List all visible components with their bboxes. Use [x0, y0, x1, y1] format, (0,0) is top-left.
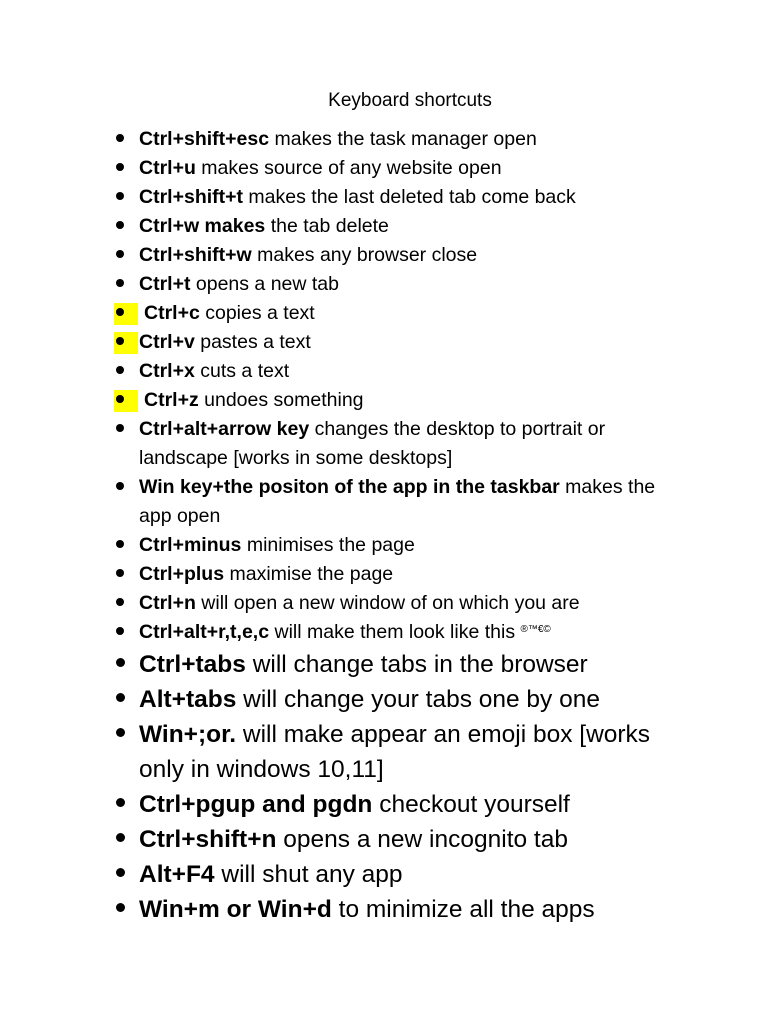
shortcut-desc: makes the app open — [139, 476, 656, 527]
shortcut-desc: will change your tabs one by one — [236, 686, 600, 713]
shortcut-key: Ctrl+w makes — [139, 215, 266, 237]
list-item — [114, 717, 674, 787]
shortcut-key: Ctrl+x — [139, 360, 195, 382]
shortcut-key: Ctrl+minus — [139, 534, 242, 556]
shortcut-desc: maximise the page — [224, 563, 394, 585]
shortcut-desc: cuts a text — [194, 360, 290, 382]
shortcut-list — [114, 125, 674, 927]
shortcut-desc: copies a text — [199, 302, 315, 324]
shortcut-key: Ctrl+n — [139, 592, 196, 614]
bullet-icon — [114, 415, 124, 444]
shortcut-desc: makes the last deleted tab come back — [243, 186, 576, 208]
bullet-icon — [114, 892, 125, 927]
list-item — [114, 531, 674, 560]
shortcut-key: Ctrl+shift+n — [139, 826, 277, 853]
shortcut-key: Ctrl+u — [139, 157, 196, 179]
highlighted-bullet-icon — [114, 303, 138, 325]
bullet-icon — [114, 822, 125, 857]
shortcut-desc: opens a new tab — [190, 273, 339, 295]
list-item — [114, 473, 674, 531]
list-item — [114, 328, 674, 357]
shortcut-key: Ctrl+tabs — [139, 651, 246, 678]
page-title: Keyboard shortcuts — [328, 90, 492, 111]
shortcut-key: Ctrl+alt+r,t,e,c — [139, 621, 270, 643]
list-item — [114, 212, 674, 241]
list-item — [114, 357, 674, 386]
bullet-icon — [114, 270, 124, 299]
shortcut-desc: changes the desktop to portrait or landscape [works in some desktops] — [139, 418, 606, 469]
shortcut-desc: will shut any app — [214, 861, 403, 888]
shortcut-key: Ctrl+v — [139, 331, 195, 353]
bullet-icon — [114, 357, 124, 386]
list-item — [114, 822, 674, 857]
shortcut-key: Win key+the positon of the app in the taskbar — [139, 476, 560, 498]
shortcut-desc: makes the task manager open — [269, 128, 537, 150]
shortcut-desc: will change tabs in the browser — [245, 651, 588, 678]
shortcut-key: Win+;or. — [139, 721, 237, 748]
bullet-icon — [114, 125, 124, 154]
shortcut-desc: undoes something — [198, 389, 364, 411]
list-item — [114, 125, 674, 154]
bullet-icon — [114, 183, 124, 212]
bullet-icon — [114, 531, 124, 560]
shortcut-desc: will open a new window of on which you are — [195, 592, 580, 614]
list-item — [114, 386, 674, 415]
bullet-icon — [114, 787, 125, 822]
list-item — [114, 589, 674, 618]
shortcut-desc: will make them look like this — [269, 621, 521, 643]
shortcut-key: Alt+F4 — [139, 861, 215, 888]
shortcut-key: Ctrl+shift+w — [139, 244, 252, 266]
bullet-icon — [114, 560, 124, 589]
symbols-text: ®™€© — [520, 624, 551, 635]
shortcut-desc: pastes a text — [194, 331, 311, 353]
list-item — [114, 682, 674, 717]
list-item — [114, 154, 674, 183]
bullet-icon — [114, 589, 124, 618]
list-item — [114, 857, 674, 892]
bullet-icon — [114, 682, 125, 717]
list-item — [114, 618, 674, 647]
list-item — [114, 647, 674, 682]
bullet-icon — [114, 241, 124, 270]
bullet-icon — [114, 717, 125, 752]
shortcut-desc: will make appear an emoji box [works only in windows 10,11] — [139, 721, 651, 783]
list-item — [114, 560, 674, 589]
bullet-icon — [114, 647, 125, 682]
highlighted-bullet-icon — [114, 332, 138, 354]
shortcut-key: Ctrl+plus — [139, 563, 225, 585]
shortcut-key: Ctrl+alt+arrow key — [139, 418, 310, 440]
shortcut-desc: opens a new incognito tab — [276, 826, 568, 853]
shortcut-key: Ctrl+t — [139, 273, 191, 295]
shortcut-key: Ctrl+shift+t — [139, 186, 244, 208]
shortcut-key: Ctrl+shift+esc — [139, 128, 270, 150]
list-item — [114, 892, 674, 927]
bullet-icon — [114, 212, 124, 241]
bullet-icon — [114, 618, 124, 647]
shortcut-desc: checkout yourself — [372, 791, 570, 818]
list-item — [114, 299, 674, 328]
bullet-icon — [114, 473, 124, 502]
shortcut-key: Ctrl+pgup and pgdn — [139, 791, 373, 818]
shortcut-key: Ctrl+z — [144, 389, 199, 411]
bullet-icon — [114, 154, 124, 183]
list-item — [114, 183, 674, 212]
list-item — [114, 787, 674, 822]
shortcut-desc: the tab delete — [265, 215, 389, 237]
shortcut-key: Win+m or Win+d — [139, 896, 332, 923]
list-item — [114, 241, 674, 270]
shortcut-desc: makes source of any website open — [195, 157, 502, 179]
shortcut-desc: minimises the page — [241, 534, 415, 556]
list-item — [114, 270, 674, 299]
shortcut-key: Alt+tabs — [139, 686, 237, 713]
shortcut-key: Ctrl+c — [144, 302, 200, 324]
list-item — [114, 415, 674, 473]
bullet-icon — [114, 857, 125, 892]
shortcut-desc: makes any browser close — [251, 244, 478, 266]
highlighted-bullet-icon — [114, 390, 138, 412]
shortcut-desc: to minimize all the apps — [331, 896, 595, 923]
